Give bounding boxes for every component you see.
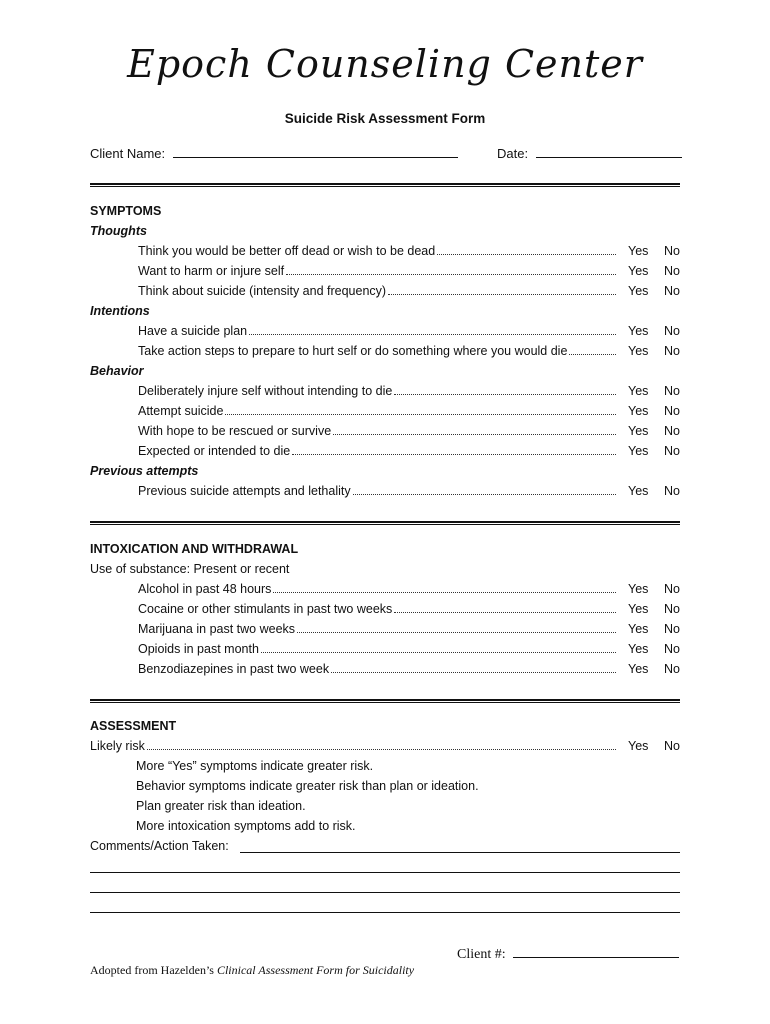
yes-option[interactable]: Yes bbox=[628, 344, 649, 358]
divider bbox=[90, 183, 680, 187]
yes-option[interactable]: Yes bbox=[628, 582, 649, 596]
symptom-item: With hope to be rescued or survive bbox=[138, 424, 618, 438]
client-number-row bbox=[457, 945, 679, 963]
symptom-item: Have a suicide plan bbox=[138, 324, 618, 338]
no-option[interactable]: No bbox=[664, 622, 680, 636]
symptom-item: Think you would be better off dead or wish to be dead bbox=[138, 244, 618, 258]
yes-option[interactable]: Yes bbox=[628, 264, 649, 278]
divider bbox=[90, 521, 680, 525]
group-title-intentions: Intentions bbox=[90, 304, 150, 318]
no-option[interactable]: No bbox=[664, 264, 680, 278]
yes-option[interactable]: Yes bbox=[628, 739, 649, 753]
comments-line[interactable] bbox=[90, 872, 680, 873]
date-label: Date: bbox=[497, 146, 529, 161]
no-option[interactable]: No bbox=[664, 582, 680, 596]
no-option[interactable]: No bbox=[664, 602, 680, 616]
client-name-field[interactable] bbox=[173, 145, 458, 158]
yes-option[interactable]: Yes bbox=[628, 284, 649, 298]
yes-option[interactable]: Yes bbox=[628, 324, 649, 338]
group-title-behavior: Behavior bbox=[90, 364, 144, 378]
client-name-label: Client Name: bbox=[90, 146, 166, 161]
group-title-thoughts: Thoughts bbox=[90, 224, 147, 238]
no-option[interactable]: No bbox=[664, 344, 680, 358]
no-option[interactable]: No bbox=[664, 424, 680, 438]
footer-attribution bbox=[90, 963, 414, 978]
comments-label: Comments/Action Taken: bbox=[90, 839, 229, 853]
symptom-item: Attempt suicide bbox=[138, 404, 618, 418]
yes-option[interactable]: Yes bbox=[628, 384, 649, 398]
yes-option[interactable]: Yes bbox=[628, 424, 649, 438]
no-option[interactable]: No bbox=[664, 662, 680, 676]
no-option[interactable]: No bbox=[664, 444, 680, 458]
attribution-prefix: Adopted from Hazelden’s bbox=[90, 963, 217, 977]
yes-option[interactable]: Yes bbox=[628, 642, 649, 656]
no-option[interactable]: No bbox=[664, 404, 680, 418]
yes-option[interactable]: Yes bbox=[628, 662, 649, 676]
intoxication-heading: INTOXICATION AND WITHDRAWAL bbox=[90, 542, 299, 556]
substance-item: Marijuana in past two weeks bbox=[138, 622, 618, 636]
assessment-note: More “Yes” symptoms indicate greater risk. bbox=[136, 759, 374, 773]
no-option[interactable]: No bbox=[664, 384, 680, 398]
yes-option[interactable]: Yes bbox=[628, 484, 649, 498]
symptom-item: Expected or intended to die bbox=[138, 444, 618, 458]
divider bbox=[90, 699, 680, 703]
symptom-item: Think about suicide (intensity and frequency) bbox=[138, 284, 618, 298]
client-name-row bbox=[90, 145, 458, 161]
yes-option[interactable]: Yes bbox=[628, 622, 649, 636]
comments-line[interactable] bbox=[90, 912, 680, 913]
yes-option[interactable]: Yes bbox=[628, 444, 649, 458]
assessment-note: Plan greater risk than ideation. bbox=[136, 799, 306, 813]
comments-line[interactable] bbox=[90, 892, 680, 893]
substance-item: Opioids in past month bbox=[138, 642, 618, 656]
symptom-item: Previous suicide attempts and lethality bbox=[138, 484, 618, 498]
likely-risk-row: Likely risk bbox=[90, 739, 618, 753]
logo-text: Epoch Counseling Center bbox=[127, 42, 643, 86]
client-number-label: Client #: bbox=[457, 947, 506, 962]
symptom-item: Take action steps to prepare to hurt self or do something where you would die bbox=[138, 344, 618, 358]
no-option[interactable]: No bbox=[664, 739, 680, 753]
symptom-item: Deliberately injure self without intending to die bbox=[138, 384, 618, 398]
substance-item: Benzodiazepines in past two week bbox=[138, 662, 618, 676]
substance-item: Alcohol in past 48 hours bbox=[138, 582, 618, 596]
attribution-source: Clinical Assessment Form for Suicidality bbox=[216, 963, 415, 977]
date-row bbox=[497, 145, 682, 161]
assessment-heading: ASSESSMENT bbox=[90, 719, 177, 733]
assessment-note: More intoxication symptoms add to risk. bbox=[136, 819, 356, 833]
no-option[interactable]: No bbox=[664, 642, 680, 656]
no-option[interactable]: No bbox=[664, 484, 680, 498]
comments-line[interactable] bbox=[240, 852, 680, 853]
yes-option[interactable]: Yes bbox=[628, 404, 649, 418]
yes-option[interactable]: Yes bbox=[628, 602, 649, 616]
no-option[interactable]: No bbox=[664, 284, 680, 298]
form-title: Suicide Risk Assessment Form bbox=[284, 111, 486, 126]
assessment-note: Behavior symptoms indicate greater risk than plan or ideation. bbox=[136, 779, 479, 793]
symptoms-heading: SYMPTOMS bbox=[90, 204, 162, 218]
client-number-field[interactable] bbox=[513, 945, 679, 958]
date-field[interactable] bbox=[536, 145, 682, 158]
no-option[interactable]: No bbox=[664, 324, 680, 338]
no-option[interactable]: No bbox=[664, 244, 680, 258]
group-title-previous-attempts: Previous attempts bbox=[90, 464, 199, 478]
yes-option[interactable]: Yes bbox=[628, 244, 649, 258]
symptom-item: Want to harm or injure self bbox=[138, 264, 618, 278]
substance-item: Cocaine or other stimulants in past two weeks bbox=[138, 602, 618, 616]
intoxication-subheading: Use of substance: Present or recent bbox=[90, 562, 290, 576]
